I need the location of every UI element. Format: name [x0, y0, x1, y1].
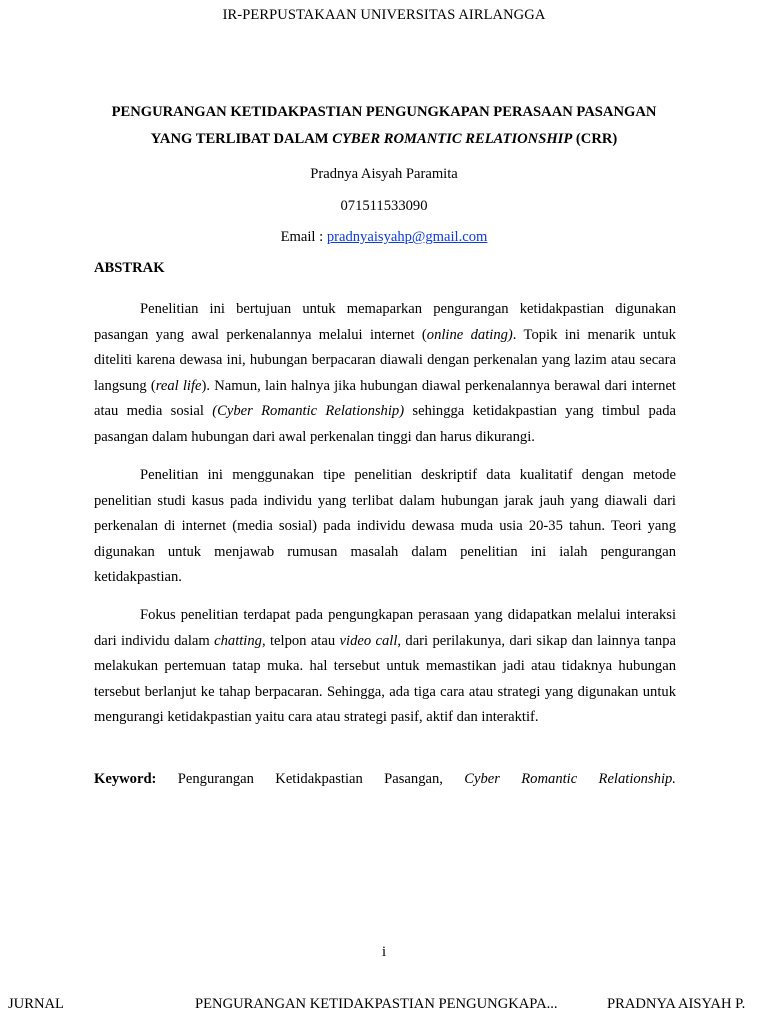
p3-italic-chatting: chatting	[214, 632, 262, 649]
email-label: Email :	[280, 229, 327, 245]
p3-italic-video-call: video call	[339, 632, 398, 649]
p3-text-e: , dari perilakunya, dari sikap dan lainnya tanpa melakukan pertemuan tatap muka. hal tersebut untuk memastikan jadi atau tidaknya hubungan tersebut berlanjut ke tahap berpacaran. Sehingga, ada tiga cara atau strategi yang digunakan untuk mengurangi ketidakpastian yaitu cara atau strategi pasif, aktif dan interaktif.	[94, 632, 676, 725]
abstract-paragraph-1	[94, 297, 676, 450]
p1-text-a: Penelitian ini bertujuan untuk memaparkan pengurangan ketidakpastian digunakan pasangan yang awal perkenalannya melalui internet (	[94, 301, 676, 343]
p1-text-e: ). Namun, lain halnya jika hubungan diawal perkenalannya berawal dari internet atau media sosial	[94, 377, 676, 419]
p1-text-g: sehingga ketidakpastian yang timbul pada pasangan dalam hubungan dari awal perkenalan tinggi dan harus dikurangi.	[94, 403, 677, 445]
title-line-2-suffix: (CRR)	[572, 131, 618, 147]
author-name: Pradnya Aisyah Paramita	[310, 166, 458, 182]
title-line-2-prefix: YANG TERLIBAT DALAM	[150, 131, 333, 147]
p3-text-c: , telpon atau	[261, 632, 340, 649]
keyword-word: Pasangan,	[384, 771, 443, 787]
keyword-word: Ketidakpastian	[275, 771, 363, 787]
keyword-word: Pengurangan	[177, 771, 254, 787]
abstract-heading: ABSTRAK	[94, 260, 165, 276]
footer-center: PENGURANGAN KETIDAKPASTIAN PENGUNGKAPA...	[195, 996, 558, 1012]
page-number: i	[381, 944, 387, 960]
email-link[interactable]: pradnyaisyahp@gmail.com	[326, 229, 488, 245]
footer-left: JURNAL	[8, 996, 64, 1012]
p1-italic-crr: (Cyber Romantic Relationship)	[212, 403, 405, 419]
abstract-paragraph-3	[94, 603, 676, 731]
repository-header: IR-PERPUSTAKAAN UNIVERSITAS AIRLANGGA	[222, 7, 546, 23]
paper-title	[92, 99, 676, 153]
title-line-2-italic: CYBER ROMANTIC RELATIONSHIP	[332, 131, 573, 147]
keywords-line	[94, 771, 676, 788]
keyword-word: Cyber	[464, 771, 500, 787]
p3-text-a: Fokus penelitian terdapat pada pengungkapan perasaan yang didapatkan melalui interaksi dari individu dalam	[94, 607, 676, 649]
keyword-label: Keyword:	[94, 771, 157, 787]
p1-text-c: . Topik ini menarik untuk diteliti karena dewasa ini, hubungan berpacaran diawali dengan perkenalan yang lazim atau secara langsung (	[94, 326, 676, 394]
p1-italic-online-dating: online dating)	[426, 326, 513, 343]
author-email-line	[0, 229, 768, 246]
title-line-1: PENGURANGAN KETIDAKPASTIAN PENGUNGKAPAN PERASAAN PASANGAN	[111, 104, 657, 120]
keyword-word: Romantic	[521, 771, 578, 787]
keyword-word: Relationship.	[598, 771, 676, 787]
footer-right: PRADNYA AISYAH P.	[607, 996, 746, 1012]
p1-italic-real-life: real life	[155, 377, 202, 394]
abstract-paragraph-2: Penelitian ini menggunakan tipe penelitian deskriptif data kualitatif dengan metode penelitian studi kasus pada individu yang terlibat dalam hubungan jarak jauh yang diawali dari perkenalan di internet (media sosial) pada individu dewasa muda usia 20-35 tahun. Teori yang digunakan untuk menjawab rumusan masalah dalam penelitian ini ialah pengurangan ketidakpastian.	[94, 467, 676, 585]
student-id: 071511533090	[340, 198, 428, 214]
